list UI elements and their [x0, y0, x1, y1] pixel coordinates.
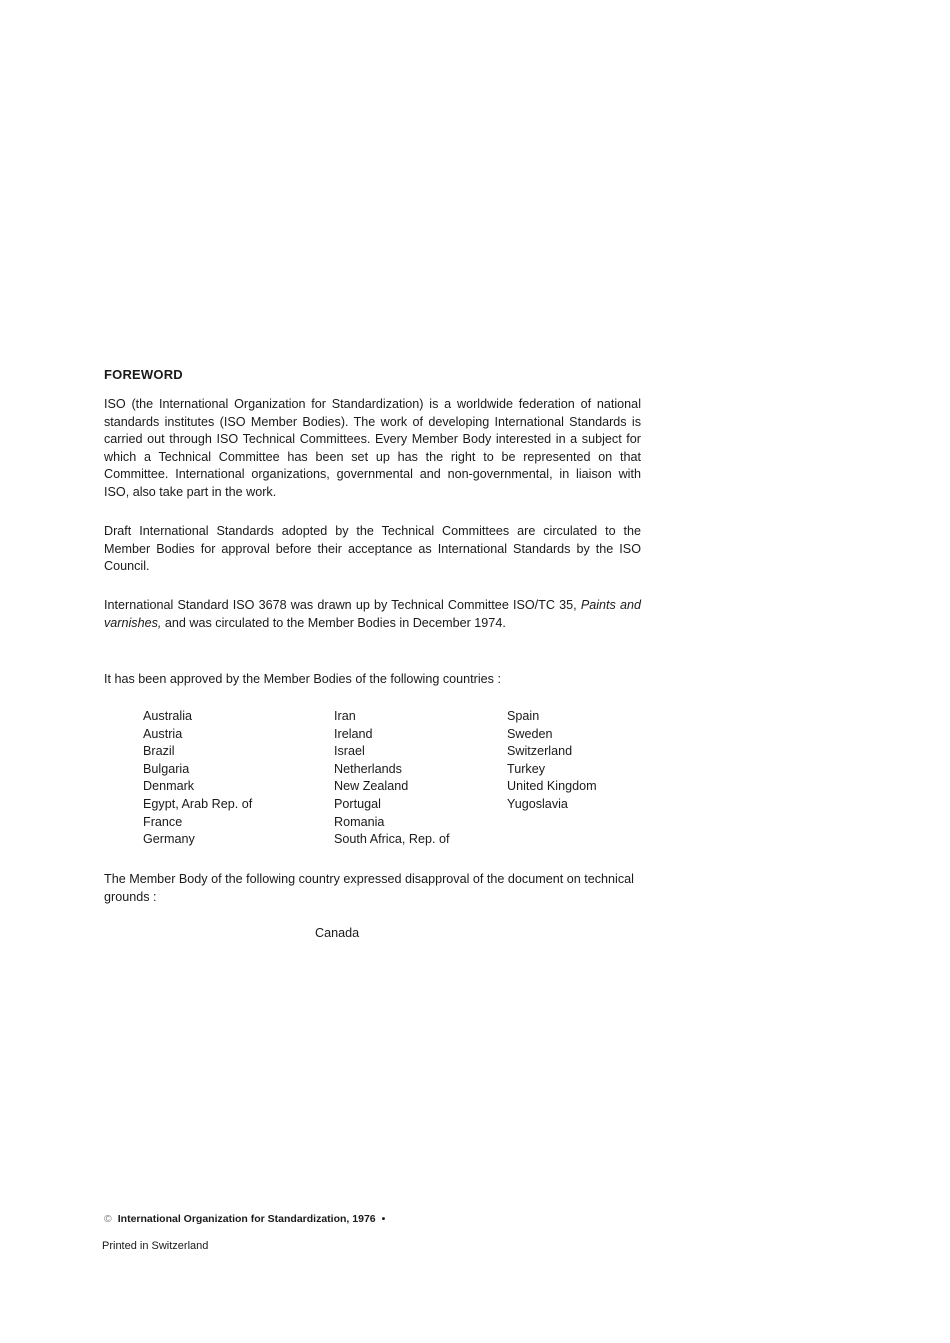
country-item: Portugal [334, 796, 381, 811]
committee-title: Paints and varnishes, [104, 598, 641, 630]
country-item: Australia [143, 709, 192, 723]
country-list-col-1 [143, 708, 252, 849]
country-item: Bulgaria [143, 761, 190, 776]
country-item: Denmark [143, 779, 195, 794]
country-item: France [143, 814, 183, 829]
printed-in-line: Printed in Switzerland [102, 1240, 209, 1252]
foreword-paragraph-2: Draft International Standards adopted by the Technical Committees are circulated to the Member Bodies for approval before their acceptance as International Standards by the ISO Council. [104, 524, 641, 574]
foreword-heading: FOREWORD [104, 367, 183, 382]
country-item: United Kingdom [507, 779, 597, 794]
country-list-col-2 [334, 708, 450, 849]
country-item: Ireland [334, 726, 373, 741]
country-item: Netherlands [334, 761, 402, 776]
paragraph-3-tail: and was circulated to the Member Bodies in December 1974. [161, 615, 506, 630]
country-item: Sweden [507, 726, 553, 741]
foreword-paragraph-1: ISO (the International Organization for Standardization) is a worldwide federation of national standards institutes (ISO Member Bodies). The work of developing International Standards is carried out through ISO Technical Committees. Every Member Body interested in a subject for which a Technical Committee has been set up has the right to be represented on that Committee. International organizations, governmental and non-governmental, in liaison with ISO, also take part in the work. [104, 397, 641, 499]
country-list-col-3 [507, 708, 597, 814]
country-item: Egypt, Arab Rep. of [143, 796, 253, 811]
country-item: New Zealand [334, 779, 409, 794]
foreword-paragraph-3 [104, 597, 641, 632]
copyright-symbol: © [104, 1213, 112, 1225]
country-item: Switzerland [507, 744, 573, 759]
country-item: Turkey [507, 761, 546, 776]
country-item: Romania [334, 814, 385, 829]
dissenting-country: Canada [315, 926, 360, 940]
country-item: South Africa, Rep. of [334, 832, 450, 847]
bullet-icon: • [381, 1213, 386, 1225]
disapproval-statement: The Member Body of the following country expressed disapproval of the document on technical grounds : [104, 872, 634, 904]
country-item: Iran [334, 709, 356, 723]
copyright-line [104, 1213, 385, 1225]
country-item: Austria [143, 726, 183, 741]
approval-statement: It has been approved by the Member Bodies of the following countries : [104, 672, 501, 686]
country-item: Brazil [143, 744, 175, 759]
country-item: Spain [507, 709, 540, 723]
country-item: Yugoslavia [507, 796, 568, 811]
copyright-text: International Organization for Standardization, 1976 [117, 1213, 376, 1225]
country-item: Germany [143, 832, 195, 847]
country-item: Israel [334, 744, 365, 759]
paragraph-3-lead: International Standard ISO 3678 was drawn up by Technical Committee ISO/TC 35, [104, 598, 581, 612]
